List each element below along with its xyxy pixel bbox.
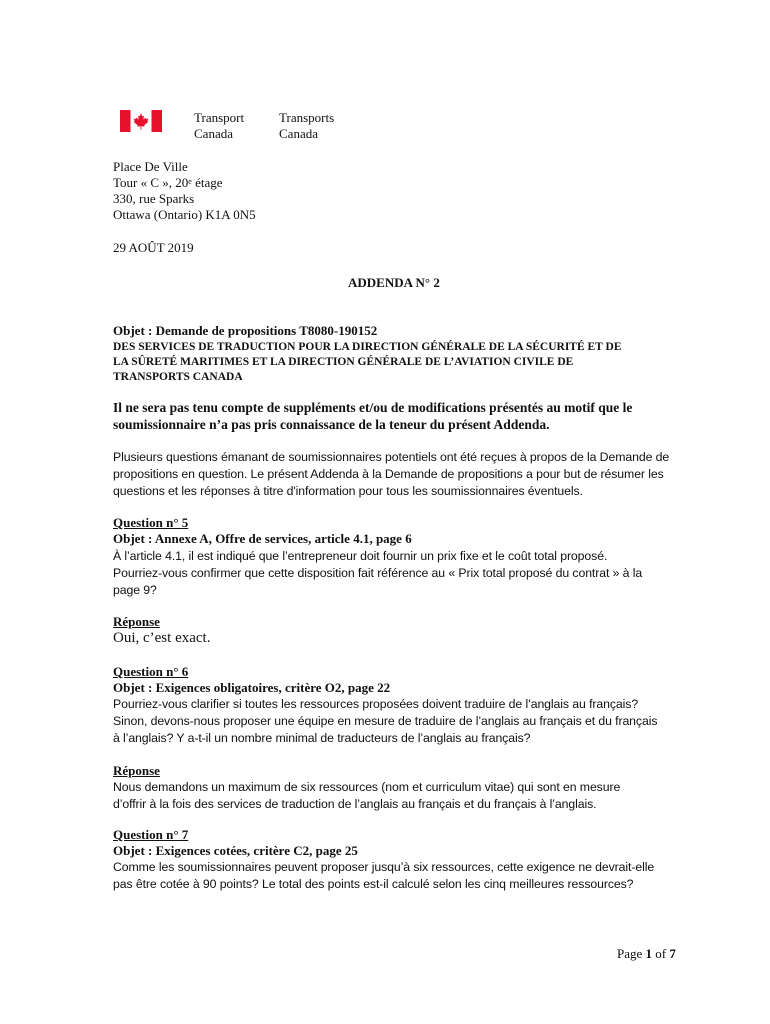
- question-7-text-line1: Comme les soumissionnaires peuvent proposer jusqu’à six ressources, cette exigence ne devrait-elle: [113, 860, 655, 874]
- question-5-text-line3: page 9?: [113, 583, 157, 597]
- question-5-object: Objet : Annexe A, Offre de services, article 4.1, page 6: [113, 531, 412, 546]
- address-line3: 330, rue Sparks: [113, 191, 195, 206]
- addendum-title: ADDENDA N° 2: [348, 275, 440, 290]
- question-7-title: Question n° 7: [113, 827, 189, 842]
- department-name-english: [194, 110, 244, 142]
- question-5-response-label: Réponse: [113, 614, 160, 629]
- question-5-text-line1: À l’article 4.1, il est indiqué que l’entrepreneur doit fournir un prix fixe et le coût total proposé.: [113, 549, 608, 563]
- canada-flag-icon: [120, 110, 162, 132]
- page-current: 1: [645, 946, 653, 961]
- question-7-object: Objet : Exigences cotées, critère C2, page 25: [113, 843, 358, 858]
- question-5-title: Question n° 5: [113, 515, 189, 530]
- question-6-object: Objet : Exigences obligatoires, critère O2, page 22: [113, 680, 391, 695]
- question-6-text-line2: Sinon, devons-nous proposer une équipe en mesure de traduire de l’anglais au français et du français: [113, 714, 658, 728]
- question-6-text-line3: à l’anglais? Y a-t-il un nombre minimal de traducteurs de l’anglais au français?: [113, 731, 531, 745]
- question-6-text-line1: Pourriez-vous clarifier si toutes les ressources proposées doivent traduire de l’anglais au français?: [113, 697, 639, 711]
- question-5-response: Oui, c’est exact.: [113, 630, 211, 646]
- dept-fr-line1: Transports: [279, 110, 335, 125]
- address-line1: Place De Ville: [113, 159, 188, 174]
- document-date: 29 AOÛT 2019: [113, 240, 194, 255]
- intro-line3: questions et les réponses à titre d'information pour tous les soumissionnaires éventuels.: [113, 484, 583, 498]
- question-6-title: Question n° 6: [113, 664, 189, 679]
- address-line2-text: Tour « C », 20: [113, 175, 189, 190]
- page-total: 7: [669, 946, 676, 961]
- subject-heading: Objet : Demande de propositions T8080-190152: [113, 323, 378, 338]
- subject-line2: LA SÛRETÉ MARITIMES ET LA DIRECTION GÉNÉRALE DE L’AVIATION CIVILE DE: [113, 356, 574, 368]
- page-label: Page: [617, 946, 646, 961]
- question-5-text-line2: Pourriez-vous confirmer que cette disposition fait référence au « Prix total proposé du contrat » à la: [113, 566, 643, 580]
- address-line2: [113, 175, 223, 191]
- intro-line1: Plusieurs questions émanant de soumissionnaires potentiels ont été reçues à propos de la Demande de: [113, 450, 670, 464]
- subject-line3: TRANSPORTS CANADA: [113, 371, 243, 383]
- address-line2-sup: e: [188, 177, 192, 186]
- question-6-response-line1: Nous demandons un maximum de six ressources (nom et curriculum vitae) qui sont en mesure: [113, 780, 621, 794]
- warning-line1: Il ne sera pas tenu compte de suppléments et/ou de modifications présentés au motif que le: [113, 400, 633, 415]
- department-name-french: [279, 110, 334, 142]
- question-6-response-label: Réponse: [113, 763, 160, 778]
- dept-en-line1: Transport: [194, 110, 245, 125]
- dept-en-line2: Canada: [194, 126, 233, 141]
- page-number: [617, 946, 676, 962]
- intro-line2: propositions en question. Le présent Addenda à la Demande de propositions a pour but de résumer les: [113, 467, 664, 481]
- question-6-response-line2: d’offrir à la fois des services de traduction de l’anglais au français et du français à l’anglais.: [113, 797, 597, 811]
- question-7-text-line2: pas être cotée à 90 points? Le total des points est-il calculé selon les cinq meilleures ressources?: [113, 877, 634, 891]
- address-line2-suffix: étage: [191, 175, 223, 190]
- dept-fr-line2: Canada: [279, 126, 318, 141]
- address-line4: Ottawa (Ontario) K1A 0N5: [113, 207, 256, 222]
- page-of: of: [652, 946, 670, 961]
- warning-line2: soumissionnaire n’a pas pris connaissance de la teneur du présent Addenda.: [113, 417, 550, 432]
- subject-line1: DES SERVICES DE TRADUCTION POUR LA DIRECTION GÉNÉRALE DE LA SÉCURITÉ ET DE: [113, 341, 622, 353]
